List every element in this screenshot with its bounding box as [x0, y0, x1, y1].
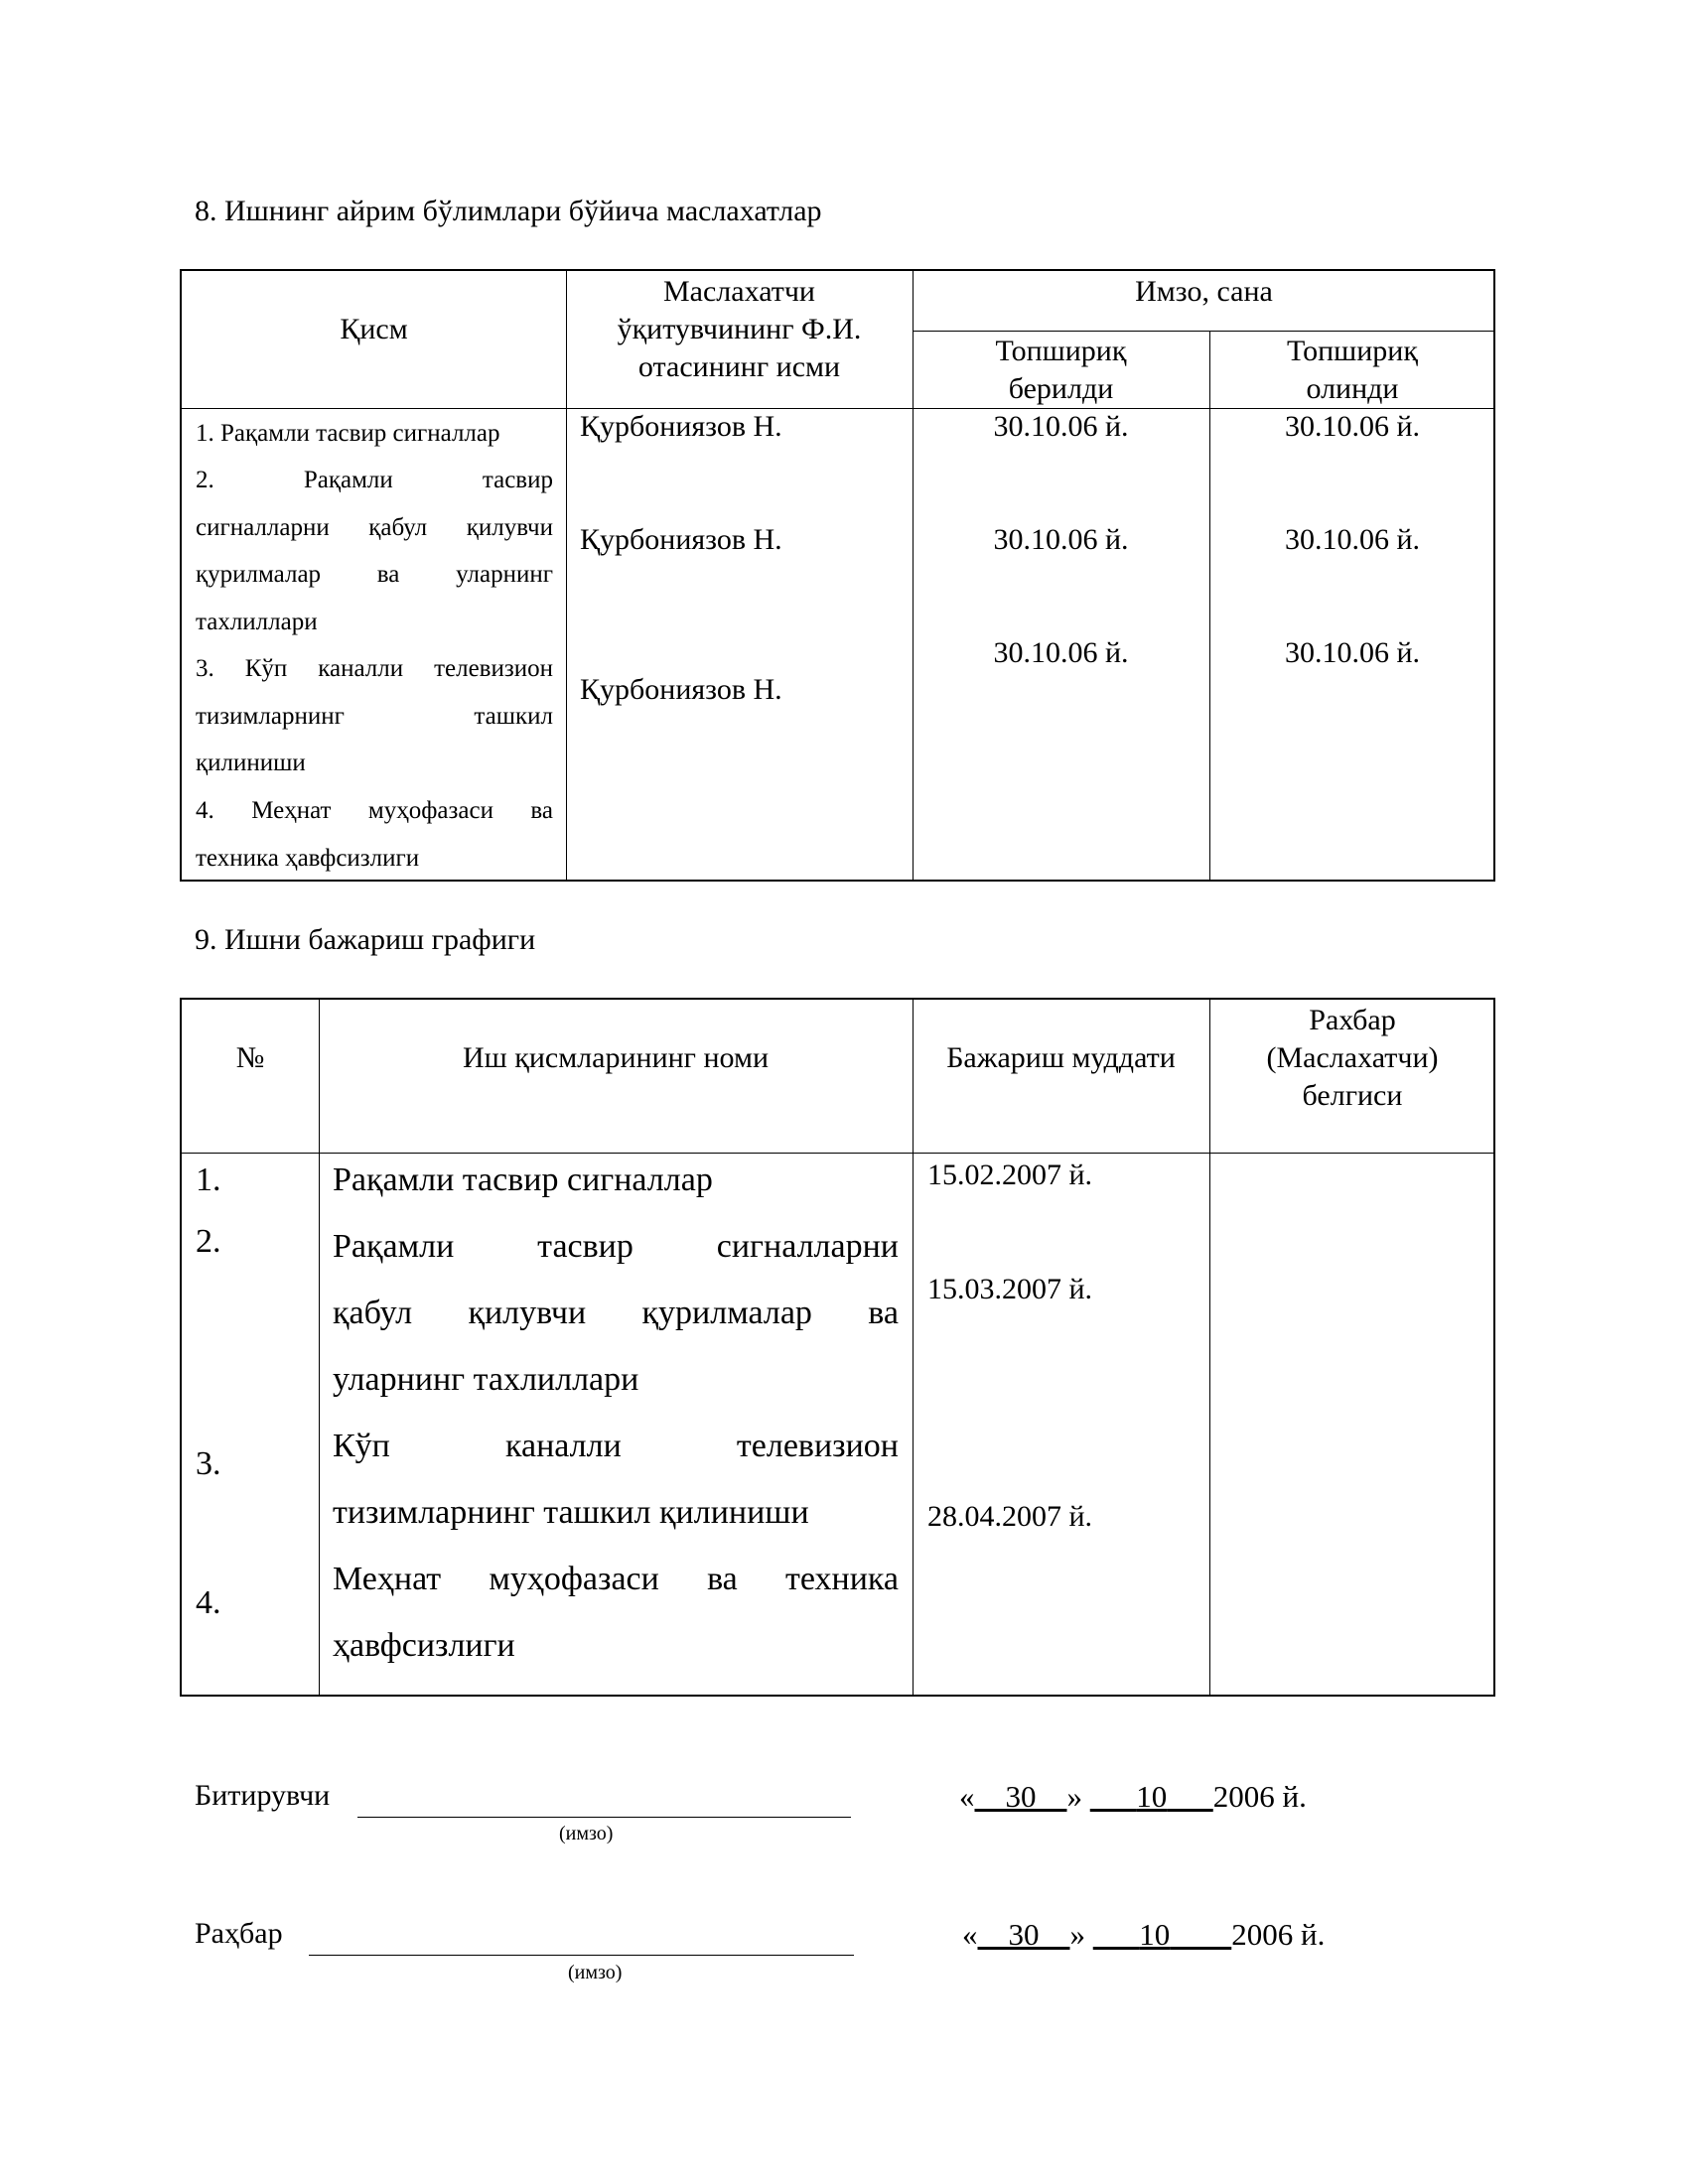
part-4: 4. Меҳнат муҳофазаси ва техника ҳавфсизлиги: [196, 797, 553, 872]
task-name-3: Кўп каналли телевизион тизимларнинг ташкил қилиниши: [333, 1428, 899, 1531]
part-3: 3. Кўп каналли телевизион тизимларнинг ташкил қилиниши: [196, 655, 553, 776]
graduate-label: Битирувчи: [195, 1779, 331, 1812]
schedule-table: [180, 998, 1495, 1697]
graduate-signature-line[interactable]: [357, 1817, 851, 1818]
leader-date: « 30 » 10 2006 й.: [962, 1917, 1326, 1952]
advisor-3: Қурбониязов Н.: [580, 673, 782, 706]
header-advisor: Маслахатчи ўқитувчининг Ф.И. отасининг исми: [617, 275, 862, 383]
given-date-1: 30.10.06 й.: [993, 410, 1129, 443]
row-number-2: 2.: [196, 1223, 221, 1260]
header-task-received: Топшириқ олинди: [1287, 335, 1418, 405]
header-signature-date: Имзо, сана: [1135, 275, 1273, 308]
received-date-1: 30.10.06 й.: [1284, 410, 1421, 443]
task-name-2: Рақамли тасвир сигналларни қабул қилувчи қурилмалар ва уларнинг тахлиллари: [333, 1228, 899, 1398]
consultations-table: [180, 269, 1495, 882]
leader-signature-line[interactable]: [309, 1955, 854, 1956]
part-1: 1. Рақамли тасвир сигналлар: [196, 420, 500, 447]
graduate-date: « 30 » 10 2006 й.: [959, 1779, 1307, 1814]
header-task-given: Топшириқ берилди: [995, 335, 1127, 405]
received-date-3: 30.10.06 й.: [1284, 636, 1421, 669]
row-number-4: 4.: [196, 1584, 221, 1621]
header-number: №: [235, 1041, 265, 1074]
given-date-2: 30.10.06 й.: [993, 523, 1129, 556]
leader-signature-caption: (имзо): [568, 1962, 623, 1983]
task-name-1: Рақамли тасвир сигналлар: [333, 1161, 713, 1198]
row-number-3: 3.: [196, 1445, 221, 1482]
section-8-heading: 8. Ишнинг айрим бўлимлари бўйича маслахатлар: [195, 195, 822, 227]
section-9-heading: 9. Ишни бажариш графиги: [195, 923, 536, 956]
header-part: Қисм: [340, 313, 408, 345]
deadline-1: 15.02.2007 й.: [927, 1159, 1093, 1191]
header-task-name: Иш қисмларининг номи: [462, 1041, 770, 1074]
part-2: 2. Рақамли тасвир сигналларни қабул қилувчи қурилмалар ва уларнинг тахлиллари: [196, 467, 553, 635]
task-name-4: Меҳнат муҳофазаси ва техника ҳавфсизлиги: [333, 1561, 899, 1664]
received-date-2: 30.10.06 й.: [1284, 523, 1421, 556]
deadline-2: 15.03.2007 й.: [927, 1273, 1093, 1305]
header-leader-sign: Рахбар (Маслахатчи) белгиси: [1266, 1004, 1439, 1112]
given-date-3: 30.10.06 й.: [993, 636, 1129, 669]
graduate-signature-caption: (имзо): [559, 1823, 614, 1844]
deadline-3: 28.04.2007 й.: [927, 1500, 1093, 1533]
advisor-1: Қурбониязов Н.: [580, 410, 782, 443]
row-number-1: 1.: [196, 1161, 221, 1198]
header-deadline: Бажариш муддати: [946, 1041, 1176, 1074]
advisor-2: Қурбониязов Н.: [580, 523, 782, 556]
leader-label: Раҳбар: [195, 1917, 283, 1950]
